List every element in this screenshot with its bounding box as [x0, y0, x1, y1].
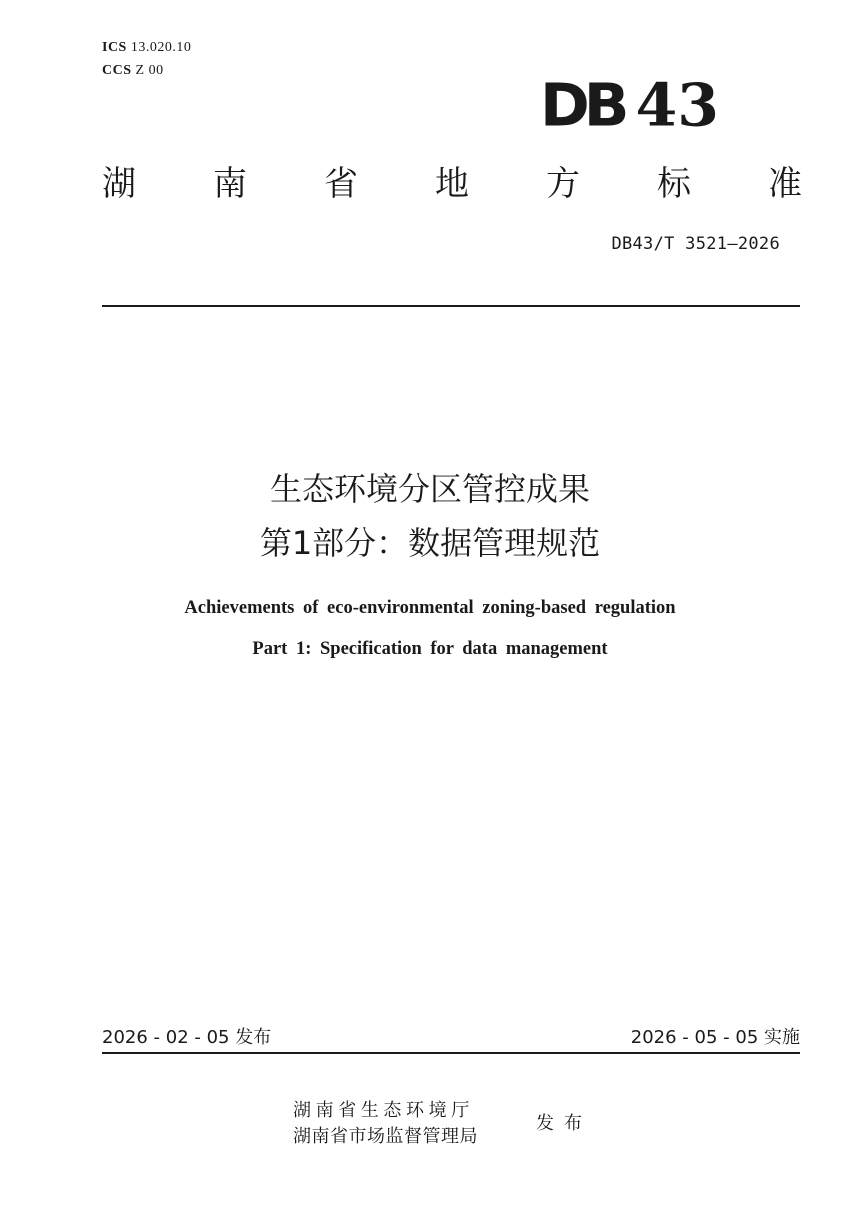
- bottom-divider: [102, 1052, 800, 1054]
- standard-type-char: 方: [546, 164, 580, 204]
- issuer-environment-department: 湖南省生态环境厅: [293, 1100, 474, 1121]
- ccs-code: [102, 63, 164, 79]
- english-title-line-1: Achievements of eco-environmental zoning-based regulation: [184, 598, 676, 618]
- issue-date: 2026 - 02 - 05 发布: [102, 1027, 272, 1048]
- standard-type-char: 标: [657, 164, 691, 204]
- ccs-value: Z 00: [135, 63, 164, 78]
- standard-type-title: [102, 160, 802, 208]
- standard-mark-logo: [540, 71, 734, 141]
- standard-type-char: 准: [768, 164, 802, 204]
- ics-code: [102, 40, 191, 56]
- standard-mark-number: 43: [635, 71, 720, 141]
- standard-number: DB43/T 3521—2026: [611, 234, 780, 254]
- english-title-line-2: Part 1: Specification for data management: [252, 639, 608, 659]
- top-divider: [102, 305, 800, 307]
- chinese-title-line-1: 生态环境分区管控成果: [269, 470, 590, 508]
- ics-label: ICS: [102, 40, 127, 55]
- standard-mark-prefix: DB: [540, 71, 624, 141]
- standard-type-char: 地: [435, 164, 469, 204]
- standard-type-char: 南: [213, 164, 247, 204]
- publish-label: 发布: [536, 1113, 592, 1134]
- issuer-market-regulation-bureau: 湖南省市场监督管理局: [293, 1126, 478, 1147]
- standard-type-char: 湖: [102, 164, 136, 204]
- standard-type-char: 省: [324, 164, 358, 204]
- chinese-title-line-2: 第1部分：数据管理规范: [259, 524, 601, 562]
- ccs-label: CCS: [102, 63, 132, 78]
- implementation-date: 2026 - 05 - 05 实施: [630, 1027, 800, 1048]
- ics-value: 13.020.10: [130, 40, 192, 55]
